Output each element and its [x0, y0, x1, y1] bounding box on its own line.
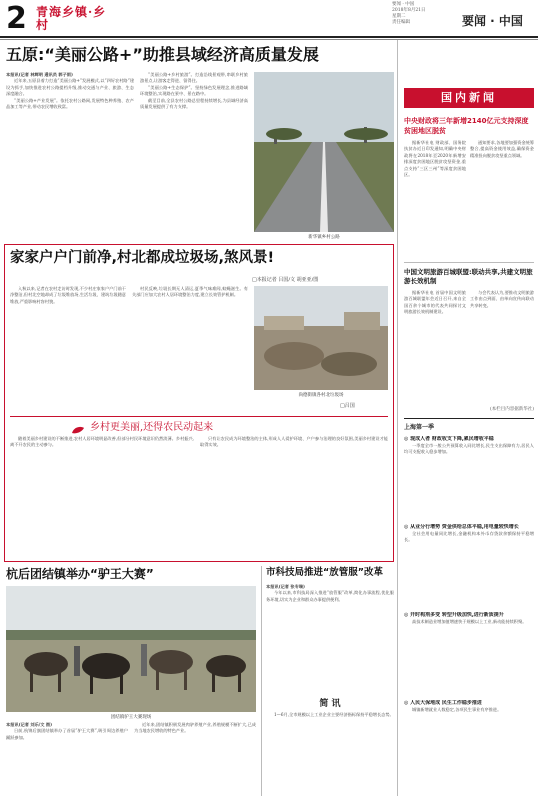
brief-body — [266, 712, 394, 796]
data-item-title: ◎ 现成人者 财政收支下降,累民增收平稳 — [404, 436, 494, 442]
feature-photo — [254, 286, 388, 390]
divider — [404, 262, 534, 263]
lead-body-col1 — [6, 72, 134, 242]
donkey-photo — [6, 586, 256, 712]
column-divider — [261, 566, 262, 796]
feature-paragraph: 入秋以来,记者在农村走访时发现,不少村庄家家户户门前干净整洁,但村北空地却成了垃圾堆放场,生活垃圾、建筑垃圾随意堆放,严重影响村容村貌。 — [10, 286, 126, 304]
tourism-headline: 中国文明旅游百城联盟:联动共享,共建文明旅游长效机制 — [404, 268, 533, 285]
data-item-title: ◎ 人民大保地成 民生工作稳步推进 — [404, 700, 482, 706]
lead-paragraph: “美丽公路+生态保护”。坚持绿色发展理念,推进路域环境整治,实现路在景中、景在路中。 — [140, 84, 248, 97]
lead-body-col2 — [140, 72, 248, 242]
news-source-note: (本栏目内容据新华社) — [489, 407, 534, 412]
lead-paragraph: 截至目前,全县农村公路总里程持续增长,为县域经济高质量发展提供了有力支撑。 — [140, 97, 248, 110]
meta-line: 要闻 · 中国 — [392, 2, 415, 7]
data-item-body — [404, 443, 534, 456]
donkey-paragraph: 近年来,团结镇积极发展肉驴养殖产业,养殖规模不断扩大,已成为当地农民增收的特色产业。 — [134, 722, 256, 734]
donkey-body-col1 — [6, 722, 128, 796]
lead-headline: 五原:“美丽公路+”助推县域经济高质量发展 — [6, 45, 319, 64]
donkey-photo-caption: 团结镇驴王大赛现场 — [110, 715, 152, 720]
science-body — [266, 584, 394, 692]
data-item-body — [404, 707, 534, 713]
data-items — [404, 436, 534, 796]
leaf-icon — [70, 420, 86, 430]
header-rule — [0, 36, 538, 38]
poverty-body-col2 — [470, 140, 534, 260]
data-item — [404, 612, 534, 700]
tourism-paragraph: 与会代表认为,要推动文明旅游工作由点到面、由单向宣传向联动共享转变。 — [470, 290, 534, 308]
data-item-paragraph: 城镇新增就业人数稳定,各项民生事业有序推进。 — [412, 707, 502, 712]
meta-line: 2018年8月21日 — [392, 8, 426, 13]
brief-title: 简 讯 — [319, 699, 341, 709]
lead-photo — [254, 72, 394, 232]
feature-photo-caption: 尚德街镇各村北垃圾场 — [298, 393, 344, 398]
feature-sub-paragraph: 随着美丽乡村建设的不断推进,农村人居环境明显改善,但部分村民环境意识仍然淡薄。乡村振兴,离不开农民的主动参与。 — [10, 436, 194, 448]
data-item-title: ◎ 从业分行增势 资金供给总体平稳,用电量较快增长 — [404, 524, 519, 530]
brief-paragraph: 1—6月,全市规模以上工业企业主要经济指标保持平稳增长态势。 — [274, 712, 394, 717]
lead-photo-caption: 新华镇乡村公路 — [308, 235, 340, 240]
data-item-body — [404, 531, 534, 544]
feature-sub-body-col1 — [10, 436, 194, 556]
newspaper-logo: 青海乡镇·乡村 — [36, 5, 107, 32]
data-item-paragraph: 一季度全市一般公共预算收入同比增长,民生支出保障有力,居民人均可支配收入稳步增加。 — [404, 443, 534, 455]
feature-divider — [10, 416, 388, 417]
poverty-body-col1 — [404, 140, 466, 260]
meta-line: 星期二 — [392, 14, 406, 19]
divider — [404, 418, 534, 419]
poverty-headline: 中央财政将三年新增2140亿元支持深度贫困地区脱贫 — [404, 117, 529, 135]
poverty-paragraph: 据新华社电 财政部、国务院扶贫办近日印发通知,明确中央财政将在2018年至2020年新增安排深度贫困地区脱贫攻坚资金,重点支持“三区三州”等深度贫困地区。 — [404, 140, 466, 178]
data-item-body — [404, 619, 534, 625]
data-item-paragraph: 全社会用电量同比增长,金融机构本外币存贷款余额保持平稳增长。 — [404, 531, 534, 543]
feature-body-col1 — [10, 286, 126, 416]
domestic-news-banner: 国内新闻 — [404, 88, 534, 108]
meta-line: 责任编辑 — [392, 20, 410, 25]
feature-byline: □本报记者 吕国/文 胡亚亚/图 — [252, 277, 319, 283]
lead-byline: 本报讯(记者 林辉明 通讯员 郭子雨) — [6, 72, 73, 77]
section-title: 要闻 · 中国 — [462, 14, 523, 28]
donkey-headline: 杭后团结镇举办“驴王大赛” — [6, 567, 154, 581]
data-item-paragraph: 高技术制造业增加值增速快于规模以上工业,新动能持续积聚。 — [412, 619, 527, 624]
column-divider — [397, 40, 398, 796]
data-section-title: 上海第一季 — [404, 424, 435, 431]
feature-subheadline: 乡村更美丽,还得农民动起来 — [90, 422, 214, 433]
data-item — [404, 436, 534, 524]
lead-paragraph: “美丽公路+乡村旅游”。打造沿线景观带,串联乡村旅游景点,让游客走得进、留得住。 — [140, 72, 248, 84]
tourism-body-col2 — [470, 290, 534, 402]
page-number: 2 — [6, 1, 27, 36]
header-rule-thin — [0, 39, 538, 40]
donkey-byline: 本报讯(记者 刘乐/文 图) — [6, 722, 53, 727]
lead-paragraph: 近年来,五原县着力打造“美丽公路+”发展模式,以“四好农村路”建设为抓手,加快推进农村公路提档升级,推动交通与产业、旅游、生态深度融合。 — [6, 78, 134, 97]
tourism-body-col1 — [404, 290, 466, 402]
masthead-meta — [392, 2, 452, 26]
feature-sub-paragraph: 只有让农民成为环境整治的主体,形成人人爱护环境、户户参与治理的良好氛围,美丽乡村建设才能取得实效。 — [200, 436, 388, 448]
data-item-title: ◎ 开时构剂多变 转型升级加快,进行新质提升 — [404, 612, 504, 618]
feature-sub-byline: □吕国 — [340, 403, 355, 409]
science-paragraph: 今年以来,市科技局深入推进“放管服”改革,简化办事流程,优化服务环境,切实为企业和群众办事提供便利。 — [266, 590, 394, 602]
donkey-paragraph: 日前,杭锦后旗团结镇举办了首届“驴王大赛”,吸引周边养殖户踊跃参加。 — [6, 728, 128, 740]
lead-paragraph: “美丽公路+产业发展”。依托农村公路网,发展特色种养殖、农产品加工等产业,带动农民增收致富。 — [6, 97, 134, 110]
data-item — [404, 524, 534, 612]
data-item — [404, 700, 534, 788]
feature-headline: 家家户户门前净,村北都成垃圾场,煞风景! — [10, 250, 275, 266]
tourism-paragraph: 据新华社电 首届中国文明旅游百城联盟年会近日召开,来自全国百余个城市的代表共同探讨文明旅游长效机制建设。 — [404, 290, 466, 315]
poverty-paragraph: 通知要求,各地要加强资金统筹整合,提高资金使用效益,确保资金精准投向脱贫攻坚重点领域。 — [470, 140, 534, 158]
science-headline: 市科技局推进“放管服”改革 — [266, 567, 383, 578]
feature-body-col2 — [132, 286, 248, 416]
donkey-body-col2 — [134, 722, 256, 796]
feature-sub-body-col2 — [200, 436, 388, 556]
science-byline: 本报讯(记者 张专瑞) — [266, 584, 305, 589]
feature-paragraph: 村民反映,垃圾长期无人清运,夏季气味难闻,蚊蝇滋生。有关部门应加大农村人居环境整治力度,建立长效管护机制。 — [132, 286, 248, 298]
